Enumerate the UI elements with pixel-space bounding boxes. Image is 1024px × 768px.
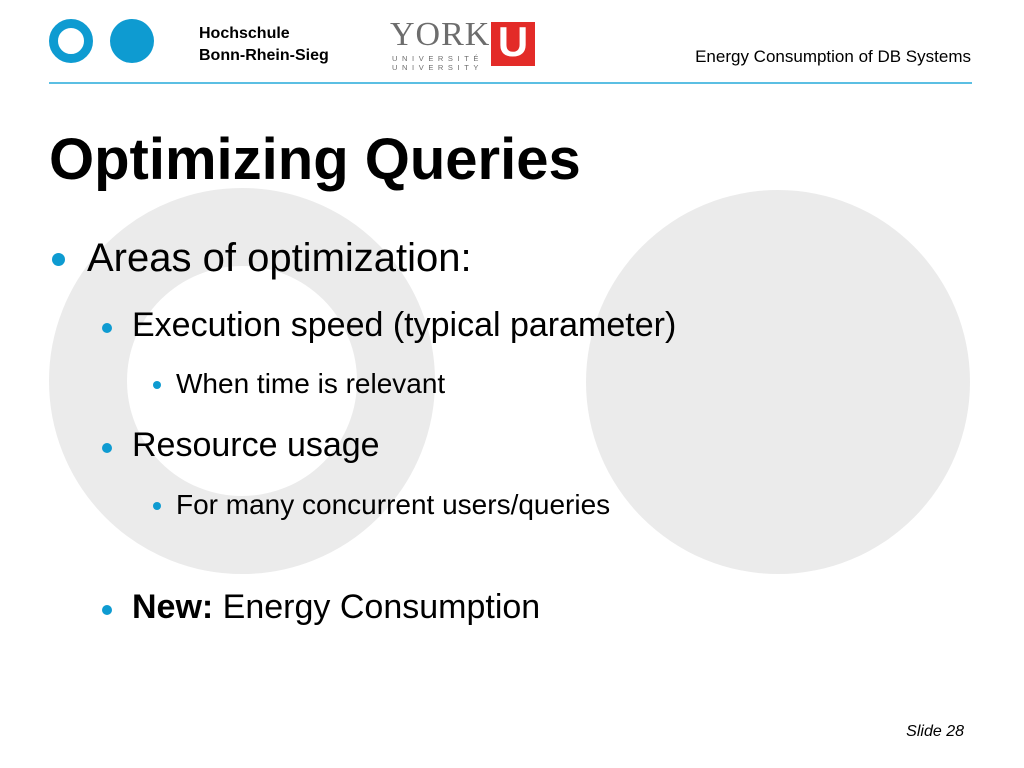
york-u-mark: U <box>497 18 529 65</box>
york-subline-2: UNIVERSITY <box>392 63 484 72</box>
york-wordmark: YORK <box>390 16 491 53</box>
slide-title: Optimizing Queries <box>49 127 581 192</box>
bullet-level2-new <box>132 588 540 627</box>
bullet-new-prefix: New: <box>132 588 214 626</box>
bullet-level3-text: When time is relevant <box>176 368 446 399</box>
bullet-level1-text: Areas of optimization: <box>87 236 472 280</box>
bullet-dot <box>102 323 112 333</box>
institution-line-1: Hochschule <box>199 25 290 42</box>
bullet-dot <box>52 253 65 266</box>
header-divider <box>49 82 972 84</box>
slide-number: Slide 28 <box>906 723 964 740</box>
bullet-new-text: Energy Consumption <box>213 588 541 626</box>
hbrs-logo-dot <box>110 19 154 63</box>
bullet-level3-text: For many concurrent users/queries <box>176 489 611 520</box>
bullet-dot <box>153 502 161 510</box>
bullet-level2-text: Execution speed (typical parameter) <box>132 306 677 344</box>
bullet-dot <box>153 381 161 389</box>
york-subline-1: UNIVERSITÉ <box>392 54 484 63</box>
background-circle <box>586 190 970 574</box>
institution-name <box>199 23 329 67</box>
hbrs-logo-ring <box>49 19 93 63</box>
bullet-dot <box>102 443 112 453</box>
bullet-dot <box>102 605 112 615</box>
york-university-logo <box>390 18 540 70</box>
institution-line-2: Bonn-Rhein-Sieg <box>199 47 329 64</box>
bullet-level2-text: Resource usage <box>132 426 380 464</box>
presentation-title: Energy Consumption of DB Systems <box>695 47 971 66</box>
